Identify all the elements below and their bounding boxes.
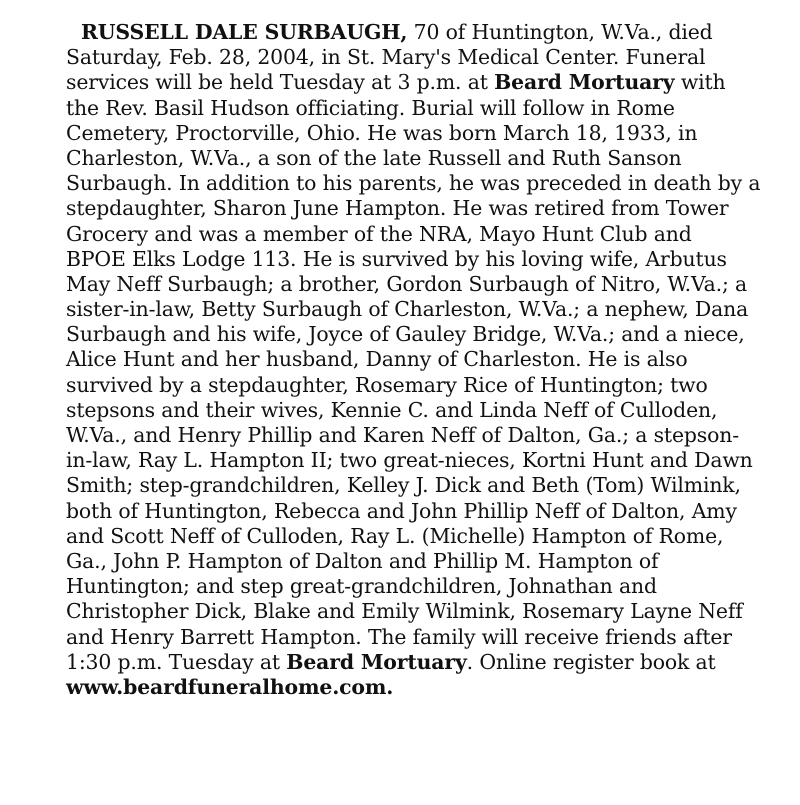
obituary-line bbox=[66, 45, 766, 70]
obituary-text-run: May Neff Surbaugh; a brother, Gordon Surbaugh of Nitro, W.Va.; a bbox=[66, 271, 748, 296]
obituary-text-run: stepsons and their wives, Kennie C. and Linda Neff of Culloden, bbox=[66, 397, 718, 422]
obituary-line bbox=[66, 222, 766, 247]
obituary-line bbox=[66, 574, 766, 599]
obituary-bold-text: Beard Mortuary bbox=[286, 649, 467, 674]
obituary-bold-text: Beard Mortuary bbox=[494, 70, 675, 95]
obituary-line bbox=[66, 272, 766, 297]
obituary-text-run: Christopher Dick, Blake and Emily Wilmink, Rosemary Layne Neff bbox=[66, 599, 743, 624]
obituary-text-run: survived by a stepdaughter, Rosemary Rice of Huntington; two bbox=[66, 372, 708, 397]
obituary-line bbox=[66, 121, 766, 146]
obituary-bold-text: RUSSELL DALE SURBAUGH, bbox=[81, 20, 408, 44]
obituary-text-run: Huntington; and step great-grandchildren, Johnathan and bbox=[66, 574, 657, 599]
obituary-text-run: services will be held Tuesday at 3 p.m. at bbox=[66, 70, 495, 95]
obituary-text-run: 70 of Huntington, W.Va., died bbox=[407, 20, 713, 44]
obituary-text-run: Alice Hunt and her husband, Danny of Charleston. He is also bbox=[66, 347, 688, 372]
obituary-text-run: Charleston, W.Va., a son of the late Russell and Ruth Sanson bbox=[66, 145, 682, 170]
obituary-line bbox=[66, 675, 766, 700]
obituary-line bbox=[66, 322, 766, 347]
obituary-line bbox=[66, 146, 766, 171]
obituary-text-run: . Online register book at bbox=[466, 649, 716, 674]
obituary-line bbox=[66, 599, 766, 624]
obituary-text-run: in-law, Ray L. Hampton II; two great-nieces, Kortni Hunt and Dawn bbox=[66, 448, 753, 473]
obituary-text-run: stepdaughter, Sharon June Hampton. He was retired from Tower bbox=[66, 196, 729, 221]
obituary-line bbox=[66, 70, 766, 95]
obituary-line bbox=[66, 96, 766, 121]
obituary-line bbox=[66, 347, 766, 372]
obituary-line bbox=[66, 247, 766, 272]
obituary-text-run: Cemetery, Proctorville, Ohio. He was born March 18, 1933, in bbox=[66, 120, 698, 145]
obituary-text-run: Smith; step-grandchildren, Kelley J. Dick and Beth (Tom) Wilmink, bbox=[66, 473, 741, 498]
obituary-line bbox=[66, 20, 766, 45]
obituary-line bbox=[66, 171, 766, 196]
obituary-text-run: 1:30 p.m. Tuesday at bbox=[66, 649, 287, 674]
obituary-line bbox=[66, 448, 766, 473]
obituary-line bbox=[66, 650, 766, 675]
obituary-line bbox=[66, 297, 766, 322]
obituary-line bbox=[66, 373, 766, 398]
obituary-line bbox=[66, 499, 766, 524]
obituary-line bbox=[66, 549, 766, 574]
obituary-text-run: and Henry Barrett Hampton. The family will receive friends after bbox=[66, 624, 732, 649]
obituary-bold-text: www.beardfuneralhome.com. bbox=[66, 674, 394, 699]
obituary-line bbox=[66, 473, 766, 498]
obituary-text-run: the Rev. Basil Hudson officiating. Burial will follow in Rome bbox=[66, 95, 675, 120]
obituary-text-run: sister-in-law, Betty Surbaugh of Charleston, W.Va.; a nephew, Dana bbox=[66, 297, 749, 322]
obituary-text-run: Saturday, Feb. 28, 2004, in St. Mary's Medical Center. Funeral bbox=[66, 45, 706, 70]
obituary-text bbox=[66, 20, 766, 700]
obituary-line bbox=[66, 196, 766, 221]
obituary-line bbox=[66, 524, 766, 549]
obituary-line bbox=[66, 423, 766, 448]
obituary-text-run: with bbox=[674, 70, 726, 95]
obituary-text-run: Ga., John P. Hampton of Dalton and Phillip M. Hampton of bbox=[66, 548, 659, 573]
obituary-text-run: both of Huntington, Rebecca and John Phillip Neff of Dalton, Amy bbox=[66, 498, 737, 523]
obituary-line bbox=[66, 398, 766, 423]
obituary-text-run: Grocery and was a member of the NRA, Mayo Hunt Club and bbox=[66, 221, 692, 246]
obituary-text-run: W.Va., and Henry Phillip and Karen Neff of Dalton, Ga.; a stepson- bbox=[66, 423, 739, 447]
obituary-text-run: Surbaugh and his wife, Joyce of Gauley Bridge, W.Va.; and a niece, bbox=[66, 322, 745, 347]
obituary-text-run: and Scott Neff of Culloden, Ray L. (Michelle) Hampton of Rome, bbox=[66, 523, 724, 548]
obituary-line bbox=[66, 625, 766, 650]
obituary-text-run: Surbaugh. In addition to his parents, he was preceded in death by a bbox=[66, 171, 761, 196]
obituary-text-run: BPOE Elks Lodge 113. He is survived by his loving wife, Arbutus bbox=[66, 246, 727, 271]
